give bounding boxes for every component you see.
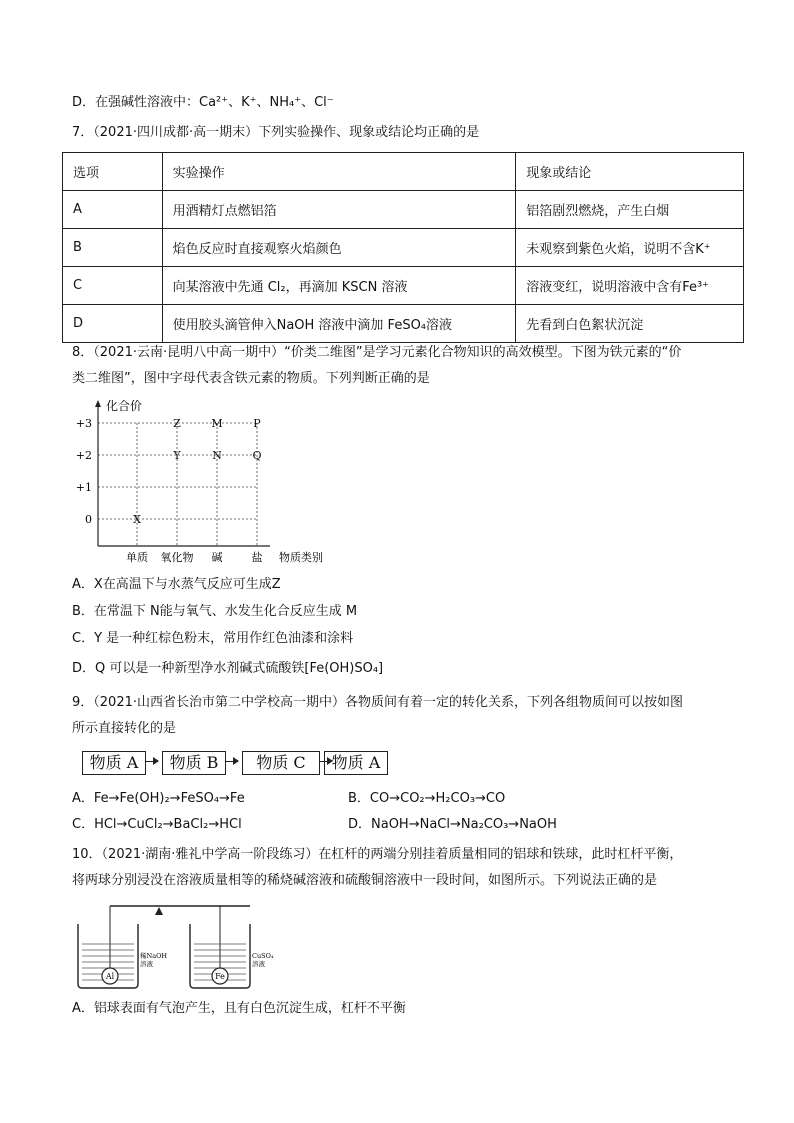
table-cell: 使用胶头滴管伸入NaOH 溶液中滴加 FeSO₄溶液 xyxy=(162,305,516,343)
table-cell: 向某溶液中先通 Cl₂，再滴加 KSCN 溶液 xyxy=(162,267,516,305)
q9-option-b: B．CO→CO₂→H₂CO₃→CO xyxy=(348,791,506,806)
point-label: P xyxy=(253,417,261,430)
table-row xyxy=(63,267,744,305)
table-cell: 铝箔剧烈燃烧，产生白烟 xyxy=(516,191,744,229)
y-tick-label: +1 xyxy=(75,481,92,494)
q8-stem-line1: 8．（2021·云南·昆明八中高一期中）“价类二维图”是学习元素化合物知识的高效模型。下图为铁元素的“价 xyxy=(72,345,682,360)
right-solution-label: CuSO₄ xyxy=(252,952,274,960)
table-cell: B xyxy=(63,229,163,267)
point-label: Z xyxy=(173,417,181,430)
flow-box-1: 物质 A xyxy=(82,751,146,775)
y-tick-label: +2 xyxy=(75,449,92,462)
table-cell: 未观察到紫色火焰，说明不含K⁺ xyxy=(516,229,744,267)
q6-option-d: D．在强碱性溶液中：Ca²⁺、K⁺、NH₄⁺、Cl⁻ xyxy=(72,95,334,110)
point-label: N xyxy=(212,449,222,462)
table-row xyxy=(63,229,744,267)
x-tick-label: 盐 xyxy=(251,551,263,564)
q8-stem-line2: 类二维图”，图中字母代表含铁元素的物质。下列判断正确的是 xyxy=(72,371,430,386)
q8-option-c: C．Y 是一种红棕色粉末，常用作红色油漆和涂料 xyxy=(72,631,354,646)
q10-stem-line2: 将两球分别浸没在溶液质量相等的稀烧碱溶液和硫酸铜溶液中一段时间，如图所示。下列说法正确的是 xyxy=(72,873,658,888)
point-label: M xyxy=(211,417,223,430)
table-cell: 先看到白色絮状沉淀 xyxy=(516,305,744,343)
fulcrum-icon xyxy=(155,907,163,915)
q7-stem: 7．（2021·四川成都·高一期末）下列实验操作、现象或结论均正确的是 xyxy=(72,125,480,140)
x-tick-label: 碱 xyxy=(211,551,223,564)
table-cell: A xyxy=(63,191,163,229)
table-header-row xyxy=(63,153,744,191)
y-axis-label: 化合价 xyxy=(106,400,143,413)
q9-stem-line1: 9．（2021·山西省长治市第二中学校高一期中）各物质间有着一定的转化关系，下列各组物质间可以按如图 xyxy=(72,695,683,710)
table-cell: C xyxy=(63,267,163,305)
flow-box-4: 物质 A xyxy=(324,751,388,775)
table-cell: 用酒精灯点燃铝箔 xyxy=(162,191,516,229)
y-axis-arrow xyxy=(95,400,101,407)
table-cell: 溶液变红，说明溶液中含有Fe³⁺ xyxy=(516,267,744,305)
q10-stem-line1: 10．（2021·湖南·雅礼中学高一阶段练习）在杠杆的两端分别挂着质量相同的铝球和铁球，此时杠杆平衡， xyxy=(72,847,683,862)
left-solution-label: 稀NaOH xyxy=(140,952,168,960)
right-solution-label2: 溶液 xyxy=(252,960,265,968)
q8-option-b: B．在常温下 N能与氧气、水发生化合反应生成 M xyxy=(72,604,358,619)
x-axis-label: 物质类别 xyxy=(279,551,323,564)
table-row xyxy=(63,191,744,229)
y-tick-label: 0 xyxy=(85,513,92,526)
left-solution-label2: 溶液 xyxy=(140,960,153,968)
table-cell: 焰色反应时直接观察火焰颜色 xyxy=(162,229,516,267)
q8-option-d: D．Q 可以是一种新型净水剂碱式硫酸铁[Fe(OH)SO₄] xyxy=(72,661,384,676)
q9-option-d: D．NaOH→NaCl→Na₂CO₃→NaOH xyxy=(348,817,557,832)
q7-table xyxy=(62,152,744,343)
valence-category-chart xyxy=(70,400,360,570)
x-tick-label: 氧化物 xyxy=(160,551,194,564)
flow-box-2: 物质 B xyxy=(162,751,226,775)
x-tick-label: 单质 xyxy=(126,551,148,564)
point-label: X xyxy=(133,513,141,526)
table-header-cell: 选项 xyxy=(63,153,163,191)
q9-option-c: C．HCl→CuCl₂→BaCl₂→HCl xyxy=(72,817,242,832)
q9-stem-line2: 所示直接转化的是 xyxy=(72,721,177,736)
table-cell: D xyxy=(63,305,163,343)
q10-option-a: A．铝球表面有气泡产生，且有白色沉淀生成，杠杆不平衡 xyxy=(72,1001,406,1016)
flow-arrow xyxy=(226,761,238,762)
left-ball-label: Al xyxy=(105,972,115,981)
table-header-cell: 现象或结论 xyxy=(516,153,744,191)
point-label: Y xyxy=(173,449,181,462)
flow-box-3: 物质 C xyxy=(242,751,320,775)
lever-beaker-diagram xyxy=(70,898,290,990)
table-row xyxy=(63,305,744,343)
right-ball-label: Fe xyxy=(215,972,225,981)
q8-option-a: A．X在高温下与水蒸气反应可生成Z xyxy=(72,577,281,592)
table-header-cell: 实验操作 xyxy=(162,153,516,191)
q9-option-a: A．Fe→Fe(OH)₂→FeSO₄→Fe xyxy=(72,791,245,806)
point-label: Q xyxy=(252,449,262,462)
y-tick-label: +3 xyxy=(75,417,92,430)
flow-arrow xyxy=(146,761,158,762)
